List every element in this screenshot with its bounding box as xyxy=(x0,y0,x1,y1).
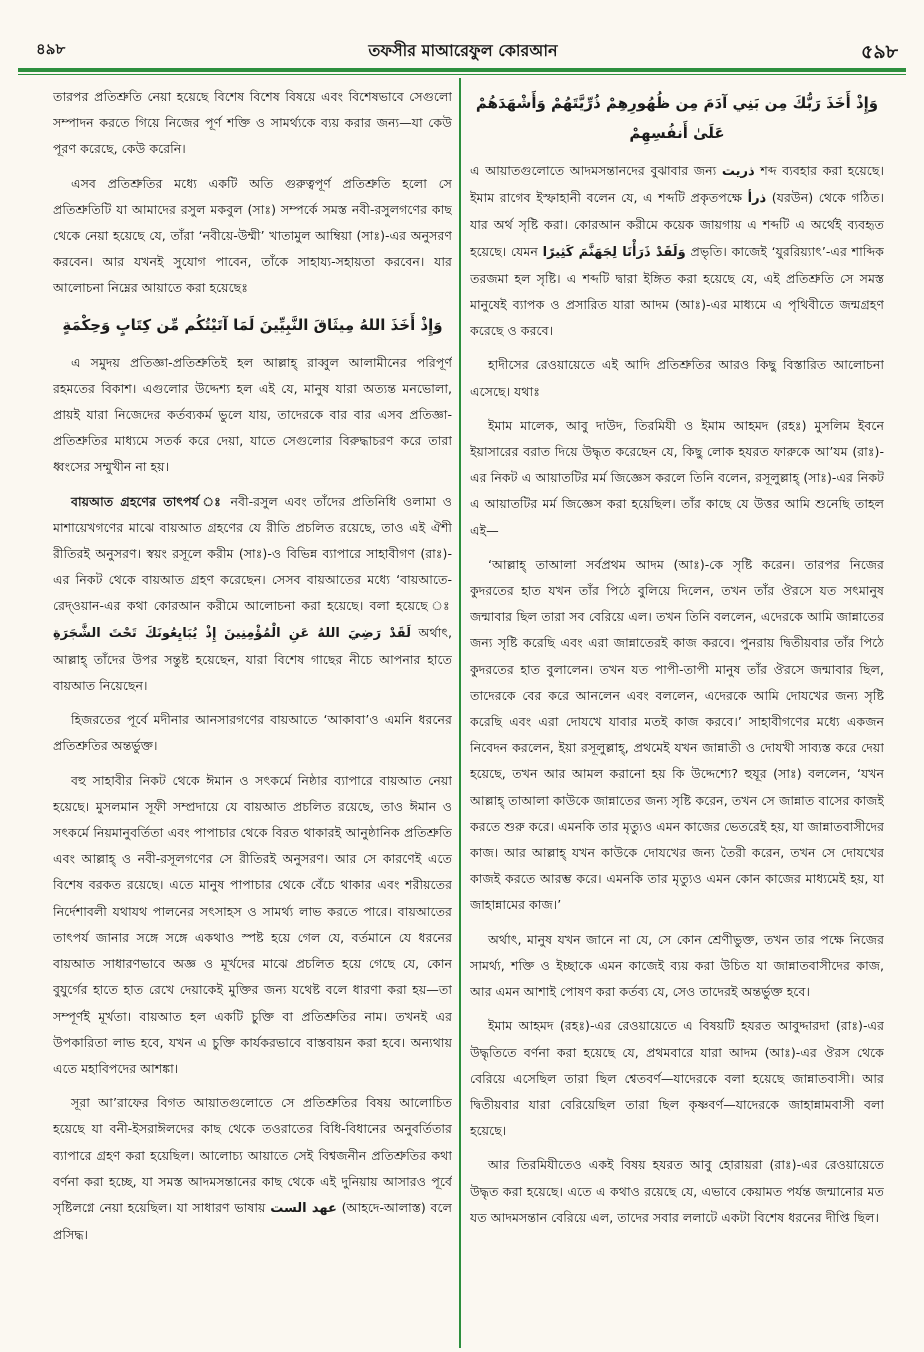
quran-verse-inline: إِذْ يُبَايِعُونَكَ تَحْتَ الشَّجَرَةِ xyxy=(53,625,217,641)
paragraph: হিজরতের পূর্বে মদীনার আনসারগণের বায়আতে ‘আকাবা’ও এমনি ধরনের প্রতিশ্রুতির অন্তর্ভুক্ত। xyxy=(53,712,452,754)
header-rule xyxy=(18,68,906,72)
paragraph: ‘আল্লাহ্ তাআলা সর্বপ্রথম আদম (আঃ)-কে সৃষ্টি করেন। তারপর নিজের কুদরতের হাত যখন তাঁর পিঠে বুলিয়ে দিলেন, তখন তাঁর ঔরসে যত সৎমানুষ জন্মাবার ছিল তারা সব বেরিয়ে এল। তখন তিনি বললেন, এদেরকে আমি জান্নাতের জন্য সৃষ্টি করেছি এবং এরা জান্নাতেরই কাজ করবে। পুনরায় দ্বিতীয়বার তাঁর পিঠে কুদরতের হাত বুলালেন। তখন যত পাপী-তাপী মানুষ তাঁর ঔরসে জন্মাবার ছিল, তাদেরকে বের করে আনলেন এবং বললেন, এদেরকে আমি দোযখের জন্য সৃষ্টি করেছি এবং এরা দোযখে যাবার মতই কাজ করবে।’ সাহাবীগণের মধ্যে একজন নিবেদন করলেন, ইয়া রসূলুল্লাহ্, প্রথমেই যখন জান্নাতী ও দোযখী সাব্যস্ত করে দেয়া হয়েছে, তখন আর আমল করানো হয় কি উদ্দেশ্যে? হুযূর (সাঃ) বললেন, ‘যখন আল্লাহ্ তাআলা কাউকে জান্নাতের জন্য সৃষ্টি করেন, তখন সে জান্নাত বাসের কাজই করতে শুরু করে। এমনকি তার মৃত্যুও এমন কাজের ভেতরেই হয়, যা জান্নাতবাসীদের কাজ। আর আল্লাহ্ যখন কাউকে দোযখের জন্য তৈরী করেন, তখন সে দোযখের কাজই করতে আরম্ভ করে। এমনকি তার মৃত্যুও এমন কোন কাজের মাধ্যমেই হয়, যা জাহান্নামের কাজ।’ xyxy=(470,556,884,913)
header-rule-thin xyxy=(18,74,906,75)
paragraph: ইমাম আহমদ (রহঃ)-এর রেওয়ায়েতে এ বিষয়টি হযরত আবুদ্দারদা (রাঃ)-এর উদ্ধৃতিতে বর্ণনা করা হয়েছে যে, প্রথমবারে যারা আদম (আঃ)-এর ঔরস থেকে বেরিয়ে এসেছিল তারা ছিল শ্বেতবর্ণ—যাদেরকে বলা হয়েছে জান্নাতবাসী। আর দ্বিতীয়বার যারা বেরিয়েছিল তারা ছিল কৃষ্ণবর্ণ—যাদেরকে জাহান্নামবাসী বলা হয়েছে। xyxy=(470,1018,884,1139)
paragraph-text: অর্থাৎ, আল্লাহ্ তাঁদের উপর সন্তুষ্ট হয়েছেন, যারা বিশেষ গাছের নীচে আপনার হাতে বায়আত নিয়েছেন। xyxy=(53,624,452,694)
paragraph: বহু সাহাবীর নিকট থেকে ঈমান ও সৎকর্মে নিষ্ঠার ব্যাপারে বায়আত নেয়া হয়েছে। মুসলমান সূফী সম্প্রদায়ে যে বায়আত প্রচলিত রয়েছে, তাও ঈমান ও সৎকর্মে নিয়মানুবর্তিতা এবং পাপাচার থেকে বিরত থাকারই আনুষ্ঠানিক প্রতিশ্রুতি এবং আল্লাহ্ ও নবী-রসূলগণের সে রীতিরই অনুসরণ। আর সে কারণেই এতে বিশেষ বরকত রয়েছে। এতে মানুষ পাপাচার থেকে বেঁচে থাকার এবং শরীয়তের নির্দেশাবলী যথাযথ পালনের সৎসাহস ও সামর্থ্য লাভ করতে পারে। বায়আতের তাৎপর্য জানার সঙ্গে সঙ্গে একথাও স্পষ্ট হয়ে গেল যে, বর্তমানে যে ধরনের বায়আত সাধারণভাবে অজ্ঞ ও মূর্খদের মাঝে প্রচলিত হয়ে গেছে যে, কোন বুযুর্গের হাতে হাত রেখে দেয়াকেই মুক্তির জন্য যথেষ্ট বলে ধারণা করা হয়—তা সম্পূর্ণই মূর্খতা। বায়আত হল একটি চুক্তি বা প্রতিশ্রুতির নাম। তখনই এর উপকারিতা লাভ হবে, যখন এ চুক্তি কার্যকরভাবে বাস্তবায়ন করা হবে। অন্যথায় এতে মহাবিপদের আশঙ্কা। xyxy=(53,772,452,1076)
right-column xyxy=(470,84,884,1350)
arabic-term: عهد الست xyxy=(270,1200,337,1216)
quran-verse: وَإِذْ أَخَذَ رَبُّكَ مِن بَنِي آدَمَ مِن ظُهُورِهِمْ ذُرِّيَّتَهُمْ وَأَشْهَدَهُمْ عَلَىٰ أَنفُسِهِمْ xyxy=(475,94,879,142)
page-number-right: ৫৯৮ xyxy=(861,41,898,63)
section-heading: বায়আত গ্রহণের তাৎপর্য ঃ xyxy=(71,493,224,509)
paragraph xyxy=(470,158,884,344)
column-divider xyxy=(459,78,461,1348)
paragraph-text: (যরউন) থেকে গঠিত। যার অর্থ সৃষ্টি করা। কোরআন করীমে কয়েক জায়গায় এ শব্দটি এ অর্থেই ব্যবহৃত হয়েছে। যেমন xyxy=(470,190,884,259)
paragraph: এ সমুদয় প্রতিজ্ঞা-প্রতিশ্রুতিই হল আল্লাহ্ রাব্বুল আলামীনের পরিপূর্ণ রহমতের বিকাশ। এগুলোর উদ্দেশ্য হল এই যে, মানুষ যারা অত্যন্ত মনভোলা, প্রায়ই যারা নিজেদের কর্তব্যকর্ম ভুলে যায়, তাদেরকে বার বার এসব প্রতিজ্ঞা-প্রতিশ্রুতির মাধ্যমে সতর্ক করে দেয়া, যাতে সেগুলোর বিরুদ্ধাচরণ করে তারা ধ্বংসের সম্মুখীন না হয়। xyxy=(53,354,452,475)
arabic-term: ذرأ xyxy=(747,191,767,207)
quran-verse: وَإِذْ أَخَذَ اللهُ مِيثَاقَ النَّبِيِّينَ لَمَا آتَيْتُكُم مِّن كِتَابٍ وَحِكْمَةٍ xyxy=(62,315,443,334)
page-header xyxy=(18,36,908,66)
page-number-left: ৪৯৮ xyxy=(36,40,66,58)
paragraph-text: এ আয়াতগুলোতে আদমসন্তানদের বুঝাবার জন্য xyxy=(470,163,717,178)
paragraph: অর্থাৎ, মানুষ যখন জানে না যে, সে কোন শ্রেণীভুক্ত, তখন তার পক্ষে নিজের সামর্থ্য, শক্তি ও ইচ্ছাকে এমন কাজেই ব্যয় করা উচিত যা জান্নাতবাসীদের কাজ, আর এমন আশাই পোষণ করা কর্তব্য যে, সেও তাদেরই অন্তর্ভুক্ত হবে। xyxy=(470,931,884,1000)
paragraph-text: শব্দ ব্যবহার করা হয়েছে। ইমাম রাগেব ইস্ফাহানী বলেন যে, এ শব্দটি প্রকৃতপক্ষে xyxy=(470,163,884,206)
paragraph: ইমাম মালেক, আবু দাউদ, তিরমিযী ও ইমাম আহমদ (রহঃ) মুসলিম ইবনে ইয়াসারের বরাত দিয়ে উদ্ধৃত করেছেন যে, কিছু লোক হযরত ফারুকে আ’যম (রাঃ)-এর নিকট এ আয়াতটির মর্ম জিজ্ঞেস করলে তিনি বলেন, রসূলুল্লাহ্ (সাঃ)-এর নিকট এ আয়াতটির মর্ম জিজ্ঞেস করা হয়েছিল। তাঁর কাছে যে উত্তর আমি শুনেছি তাহল এই— xyxy=(470,417,884,538)
paragraph-text: প্রভৃতি। কাজেই ‘যুররিয়্যাৎ’-এর শাব্দিক তরজমা হল সৃষ্টি। এ শব্দটি দ্বারা ইঙ্গিত করা হয়েছে যে, এই প্রতিশ্রুতি সে সমস্ত মানুষেই ব্যাপক ও প্রসারিত যারা আদম (আঃ)-এর মাধ্যমে এ পৃথিবীতে জন্মগ্রহণ করেছে ও করবে। xyxy=(470,243,884,339)
paragraph-text: সূরা আ’রাফের বিগত আয়াতগুলোতে সে প্রতিশ্রুতির বিষয় আলোচিত হয়েছে যা বনী-ইসরাঈলদের কাছ থেকে তওরাতের বিধি-বিধানের অনুবর্তিতার ব্যাপারে গ্রহণ করা হয়েছিল। আলোচ্য আয়াতে সেই বিশ্বজনীন প্রতিশ্রুতির কথা বর্ণনা করা হচ্ছে, যা সমস্ত আদমসন্তানের কাছ থেকে এই দুনিয়ায় আসারও পূর্বে সৃষ্টিলগ্নে নেয়া হয়েছিল। যা সাধারণ ভাষায় xyxy=(53,1095,452,1215)
quran-verse-inline: وَلَقَدْ ذَرَأْنَا لِجَهَنَّمَ كَثِيرًا xyxy=(542,244,686,260)
paragraph: তারপর প্রতিশ্রুতি নেয়া হয়েছে বিশেষ বিশেষ বিষয়ে এবং বিশেষভাবে সেগুলো সম্পাদন করতে গিয়ে নিজের পূর্ণ শক্তি ও সামর্থ্যকে ব্যয় করার জন্য—যা কেউ পূরণ করেছে, কেউ করেনি। xyxy=(53,89,452,157)
quran-verse-inline: لَقَدْ رَضِيَ اللهُ عَنِ الْمُؤْمِنِينَ xyxy=(224,625,411,641)
left-column xyxy=(53,84,452,1350)
paragraph xyxy=(53,489,452,700)
paragraph: হাদীসের রেওয়ায়েতে এই আদি প্রতিশ্রুতির আরও কিছু বিস্তারিত আলোচনা এসেছে। যথাঃ xyxy=(470,357,884,399)
arabic-term: ذريت xyxy=(721,164,755,179)
paragraph: এসব প্রতিশ্রুতির মধ্যে একটি অতি গুরুত্বপূর্ণ প্রতিশ্রুতি হলো সে প্রতিশ্রুতিটি যা আমাদের রসুল মকবুল (সাঃ) সম্পর্কে সমস্ত নবী-রসুলগণের কাছ থেকে নেয়া হয়েছে যে, তাঁরা ‘নবীয়ে-উম্মী’ খাতামুল আম্বিয়া (সাঃ)-এর অনুসরণ করবেন। আর যখনই সুযোগ পাবেন, তাঁকে সাহায্য-সহায়তা করবেন। যার আলোচনা নিম্নের আয়াতে করা হয়েছেঃ xyxy=(53,175,452,296)
running-title: তফসীর মাআরেফুল কোরআন xyxy=(368,41,558,60)
paragraph-text: নবী-রসুল এবং তাঁদের প্রতিনিধি ওলামা ও মাশায়েখগণের মাঝে বায়আত গ্রহণের যে রীতি প্রচলিত রয়েছে, তাও এই ঐশী রীতিরই অনুসরণ। স্বয়ং রসূলে করীম (সাঃ)-ও বিভিন্ন ব্যাপারে সাহাবীগণ (রাঃ)-এর নিকট থেকে বায়আত গ্রহণ করেছেন। সেসব বায়আতের মধ্যে ‘বায়আতে-রেদ্ওয়ান-এর কথা কোরআন করীমে আলোচনা করা হয়েছে। বলা হয়েছে ঃ xyxy=(53,493,452,614)
paragraph: আর তিরমিযীতেও একই বিষয় হযরত আবু হোরায়রা (রাঃ)-এর রেওয়ায়েতে উদ্ধৃত করা হয়েছে। এতে এ কথাও রয়েছে যে, এভাবে কেয়ামত পর্যন্ত জন্মানোর মত যত আদমসন্তান বেরিয়ে এল, তাদের সবার ললাটে একটা বিশেষ ধরনের দীপ্তি ছিল। xyxy=(470,1157,884,1225)
paragraph-text: (আহদে-আলাস্ত) বলে প্রসিদ্ধ। xyxy=(53,1199,452,1243)
paragraph xyxy=(53,1090,452,1248)
